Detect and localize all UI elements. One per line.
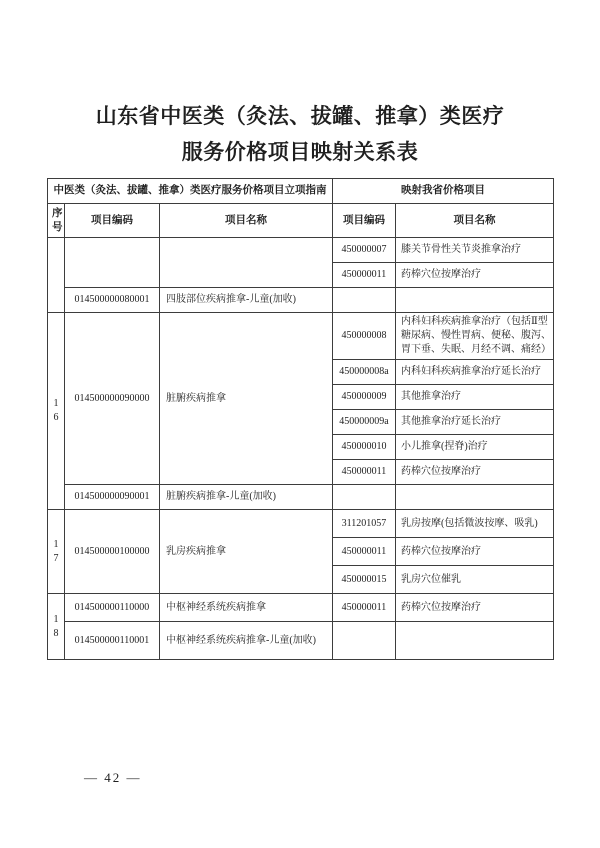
page-title-line1: 山东省中医类（灸法、拔罐、推拿）类医疗 [95, 104, 505, 128]
mapped-code-cell: 450000009 [333, 385, 396, 410]
mapped-name-cell: 药棒穴位按摩治疗 [396, 594, 554, 622]
project-code-cell: 014500000080001 [65, 288, 160, 313]
mapped-code-cell: 450000011 [333, 460, 396, 485]
page-title-line2: 服务价格项目映射关系表 [181, 140, 419, 164]
project-name-cell: 脏腑疾病推拿-儿童(加收) [160, 485, 333, 510]
seq-cell [48, 238, 65, 313]
mapped-code-cell: 450000011 [333, 594, 396, 622]
mapped-name-cell: 膝关节骨性关节炎推拿治疗 [396, 238, 554, 263]
mapped-name-cell: 乳房按摩(包括微波按摩、吸乳) [396, 510, 554, 538]
mapped-name-cell [396, 622, 554, 660]
table-row [48, 288, 554, 313]
col-header-seq: 序号 [48, 204, 65, 238]
mapped-name-cell: 小儿推拿(捏脊)治疗 [396, 435, 554, 460]
col-header-name-left: 项目名称 [160, 204, 333, 238]
table-row [48, 313, 554, 360]
mapped-code-cell: 450000015 [333, 566, 396, 594]
table-row [48, 510, 554, 538]
col-header-code-left: 项目编码 [65, 204, 160, 238]
seq-cell: 18 [48, 594, 65, 660]
mapped-name-cell: 内科妇科疾病推拿治疗延长治疗 [396, 360, 554, 385]
mapped-name-cell: 其他推拿治疗 [396, 385, 554, 410]
mapped-code-cell: 450000011 [333, 538, 396, 566]
seq-cell: 16 [48, 313, 65, 510]
col-header-name-right: 项目名称 [396, 204, 554, 238]
project-name-cell: 乳房疾病推拿 [160, 510, 333, 594]
mapped-code-cell [333, 485, 396, 510]
price-mapping-table [47, 178, 554, 660]
mapped-code-cell: 311201057 [333, 510, 396, 538]
mapped-name-cell: 药棒穴位按摩治疗 [396, 538, 554, 566]
project-code-cell [65, 238, 160, 288]
mapped-name-cell: 乳房穴位催乳 [396, 566, 554, 594]
table-row [48, 622, 554, 660]
mapped-name-cell: 药棒穴位按摩治疗 [396, 460, 554, 485]
mapped-code-cell: 450000009a [333, 410, 396, 435]
seq-cell: 17 [48, 510, 65, 594]
mapped-code-cell: 450000008a [333, 360, 396, 385]
project-code-cell: 014500000110000 [65, 594, 160, 622]
table-row [48, 594, 554, 622]
project-name-cell: 脏腑疾病推拿 [160, 313, 333, 485]
group-header-mapped: 映射我省价格项目 [333, 179, 554, 204]
project-code-cell: 014500000090001 [65, 485, 160, 510]
mapped-name-cell [396, 288, 554, 313]
mapped-code-cell [333, 622, 396, 660]
table-row [48, 238, 554, 263]
mapped-name-cell: 其他推拿治疗延长治疗 [396, 410, 554, 435]
project-code-cell: 014500000110001 [65, 622, 160, 660]
mapped-code-cell: 450000011 [333, 263, 396, 288]
mapped-code-cell: 450000010 [333, 435, 396, 460]
mapped-code-cell [333, 288, 396, 313]
mapped-name-cell: 药棒穴位按摩治疗 [396, 263, 554, 288]
project-name-cell: 四肢部位疾病推拿-儿童(加收) [160, 288, 333, 313]
project-code-cell: 014500000100000 [65, 510, 160, 594]
project-name-cell: 中枢神经系统疾病推拿-儿童(加收) [160, 622, 333, 660]
project-code-cell: 014500000090000 [65, 313, 160, 485]
project-name-cell [160, 238, 333, 288]
mapped-code-cell: 450000008 [333, 313, 396, 360]
page-title [40, 98, 560, 170]
group-header-guide: 中医类（灸法、拔罐、推拿）类医疗服务价格项目立项指南 [48, 179, 333, 204]
mapped-name-cell: 内科妇科疾病推拿治疗（包括Ⅱ型糖尿病、慢性胃病、便秘、腹泻、胃下垂、失眠、月经不调、痛经） [396, 313, 554, 360]
table-row [48, 485, 554, 510]
mapped-name-cell [396, 485, 554, 510]
mapped-code-cell: 450000007 [333, 238, 396, 263]
col-header-code-right: 项目编码 [333, 204, 396, 238]
project-name-cell: 中枢神经系统疾病推拿 [160, 594, 333, 622]
page-number: — 42 — [84, 770, 142, 785]
